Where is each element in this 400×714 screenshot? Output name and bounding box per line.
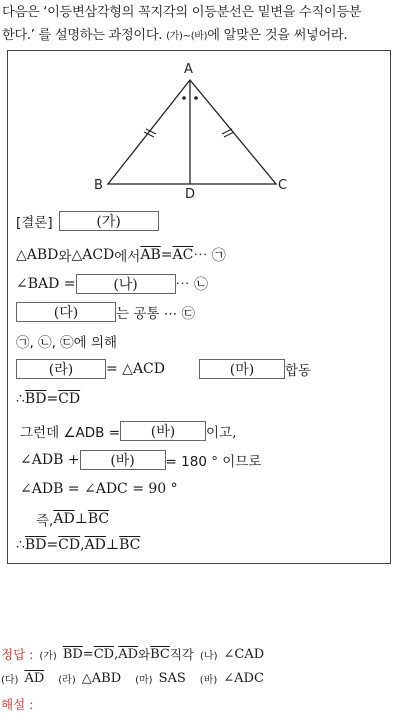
blank-ra: (라) — [16, 359, 106, 379]
angle-bad-eq: ∠BAD = — [16, 276, 76, 292]
answer-line-1 — [1, 645, 264, 663]
segment-ab: $\overline{AB}$ — [140, 247, 161, 263]
segment-bd: $\overline{BD}$ — [24, 537, 47, 553]
perpendicular-symbol: ⊥ — [105, 537, 120, 553]
therefore-symbol: ∴ — [16, 537, 25, 553]
particle-eseo: 에서 — [114, 249, 141, 265]
question-line-2 — [2, 24, 398, 48]
answer-right-angle-text: 직각 — [169, 647, 195, 662]
answer-tag-ga: (가) — [39, 650, 57, 662]
isosceles-triangle-figure — [88, 58, 298, 198]
by-markers-text: ㉠, ㉡, ㉢에 의해 — [16, 335, 118, 351]
answer-equals: = — [82, 646, 94, 662]
segment-ad: $\overline{AD}$ — [53, 511, 75, 527]
question-line-1: 다음은 ‘이등변삼각형의 꼭지각의 이등분선은 밑변을 수직이등분 — [2, 5, 362, 20]
comma: , — [80, 537, 85, 553]
equals-sign: = — [160, 247, 173, 263]
marker-1: ⋯ ㉠ — [193, 248, 226, 264]
proof-line-9 — [20, 450, 261, 470]
segment-cd: $\overline{CD}$ — [58, 391, 81, 407]
vertex-label-b: B — [94, 178, 103, 193]
answer-tag-ma: (마) — [135, 675, 153, 686]
angle-sum-end: = 180 ° 이므로 — [165, 454, 262, 470]
congruence-text: 합동 — [285, 363, 312, 379]
equals-sign: = — [46, 537, 59, 553]
question-text — [2, 1, 398, 48]
angle-mark-bad — [182, 96, 186, 100]
segment-cd: $\overline{CD}$ — [58, 537, 81, 553]
triangle-abd: △ABD — [16, 247, 59, 263]
segment-ac: $\overline{AC}$ — [172, 247, 194, 263]
question-line-2-start: 한다.’ 를 설명하는 과정이다. — [2, 28, 167, 43]
particle-wa: 와 — [58, 249, 72, 265]
proof-line-8 — [20, 421, 236, 441]
proof-line-4 — [16, 302, 195, 322]
segment-bd: $\overline{BD}$ — [24, 391, 47, 407]
congruent-triangle: = △ACD — [106, 361, 165, 377]
blank-ba-2: (바) — [80, 450, 166, 470]
proof-line-11 — [36, 509, 109, 529]
and-text: 이고, — [206, 425, 237, 441]
therefore-symbol: ∴ — [16, 391, 25, 407]
answer-segment-bd: $\overline{BD}$ — [62, 646, 83, 662]
perpendicular-symbol: ⊥ — [74, 511, 88, 527]
answer-value-ba: ∠ADC — [223, 671, 264, 686]
proof-conclusion — [16, 211, 159, 231]
angle-sum-start: ∠ADB + — [20, 452, 80, 468]
blank-ma: (마) — [199, 359, 285, 379]
answer-value-ra: △ABD — [81, 671, 122, 686]
vertex-label-d: D — [185, 187, 196, 198]
proof-line-7 — [16, 391, 80, 407]
blank-ga: (가) — [59, 211, 159, 231]
explanation-line — [1, 695, 33, 713]
equals-sign: = — [46, 391, 59, 407]
blank-ba-1: (바) — [120, 421, 206, 441]
segment-bc: $\overline{BC}$ — [119, 537, 141, 553]
blank-na: (나) — [76, 274, 176, 294]
proof-line-5 — [16, 331, 117, 351]
answer-value-na: ∠CAD — [223, 646, 265, 662]
answer-particle-wa: 와 — [138, 647, 151, 662]
explanation-label: 해설 : — [1, 697, 34, 712]
question-line-2-end: 에 알맞은 것을 써넣어라. — [207, 28, 348, 43]
answer-segment-bc: $\overline{BC}$ — [150, 646, 170, 662]
answer-tag-da: (다) — [1, 675, 19, 686]
marker-2: ⋯ ㉡ — [175, 277, 208, 293]
answer-value-da: $\overline{AD}$ — [24, 671, 45, 686]
proof-line-12 — [16, 537, 140, 553]
answer-tag-ra: (라) — [58, 675, 76, 686]
answer-segment-cd: $\overline{CD}$ — [93, 646, 115, 662]
segment-bc: $\overline{BC}$ — [87, 511, 110, 527]
segment-ad: $\overline{AD}$ — [84, 537, 106, 553]
vertex-label-a: A — [184, 62, 193, 77]
answer-tag-ba: (바) — [199, 675, 218, 686]
vertex-label-c: C — [278, 178, 288, 193]
triangle-acd: △ACD — [71, 247, 115, 263]
proof-line-3 — [16, 274, 208, 294]
proof-line-2 — [16, 245, 226, 265]
blank-da: (다) — [16, 302, 116, 322]
conclusion-label: [결론] — [16, 215, 53, 231]
proof-line-6 — [16, 359, 311, 379]
triangle-abc — [108, 80, 276, 184]
right-angle-statement: ∠ADB = ∠ADC = 90 ° — [20, 481, 178, 497]
answer-comma: , — [114, 646, 119, 662]
proof-line-10 — [20, 481, 178, 497]
blank-range-label: (가)~(바) — [166, 31, 208, 42]
answer-value-ma: SAS — [158, 671, 186, 686]
answer-segment-ad: $\overline{AD}$ — [118, 646, 139, 662]
answer-tag-na: (나) — [200, 650, 218, 662]
common-side-text: 는 공통 ⋯ ㉢ — [116, 306, 195, 322]
answer-label: 정답 : — [1, 647, 34, 662]
angle-adb-eq: 그런데 ∠ADB = — [20, 425, 121, 441]
answer-line-2 — [1, 671, 264, 686]
angle-mark-cad — [194, 96, 198, 100]
namely-text: 즉, — [36, 513, 54, 529]
